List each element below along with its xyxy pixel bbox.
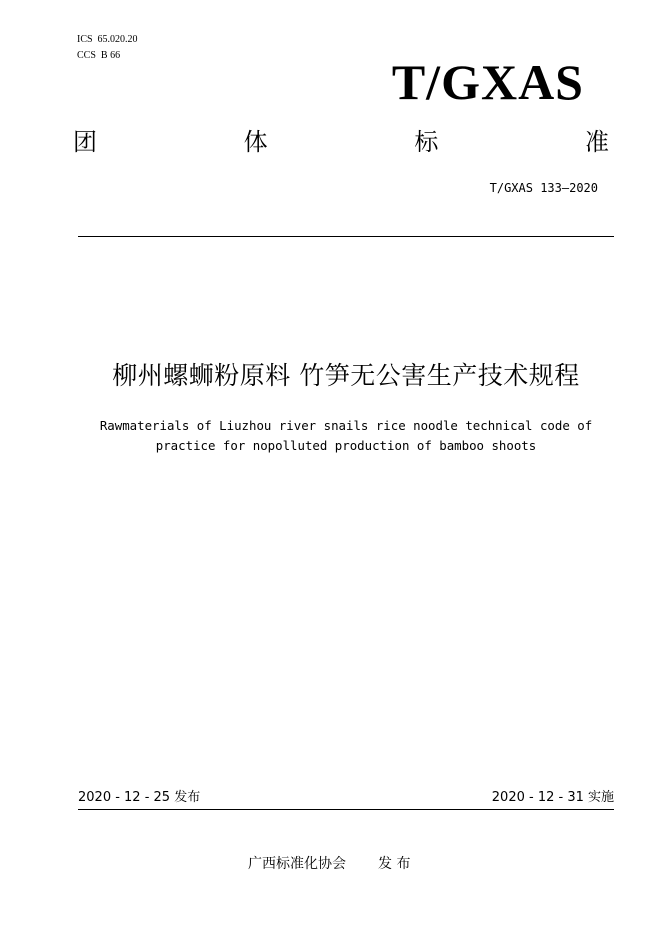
date-row bbox=[78, 789, 614, 807]
standard-number: T/GXAS 133—2020 bbox=[489, 181, 598, 195]
publisher bbox=[248, 854, 410, 874]
standard-type-char: 标 bbox=[414, 128, 439, 156]
ics-code: ICS 65.020.20 bbox=[77, 34, 138, 45]
standard-logo: T/GXAS bbox=[391, 54, 584, 110]
publisher-action: 发 布 bbox=[378, 856, 411, 872]
bottom-divider bbox=[78, 809, 614, 810]
document-title-chinese: 柳州螺蛳粉原料 竹笋无公害生产技术规程 bbox=[112, 361, 580, 390]
implement-date: 2020 - 12 - 31 实施 bbox=[491, 790, 614, 805]
english-title-line: Rawmaterials of Liuzhou river snails rice noodle technical code of bbox=[99, 418, 593, 433]
top-divider bbox=[78, 236, 614, 237]
english-title-line: practice for nopolluted production of bamboo shoots bbox=[155, 438, 537, 453]
classification-codes bbox=[77, 32, 138, 64]
publisher-org: 广西标准化协会 bbox=[248, 856, 346, 872]
document-title-english bbox=[0, 416, 662, 456]
standard-type-char: 准 bbox=[584, 128, 609, 156]
standard-type-char: 团 bbox=[73, 128, 97, 156]
ccs-code: CCS B 66 bbox=[77, 50, 121, 61]
standard-type bbox=[73, 126, 609, 158]
standard-type-char: 体 bbox=[243, 128, 268, 156]
issue-date: 2020 - 12 - 25 发布 bbox=[78, 790, 201, 805]
